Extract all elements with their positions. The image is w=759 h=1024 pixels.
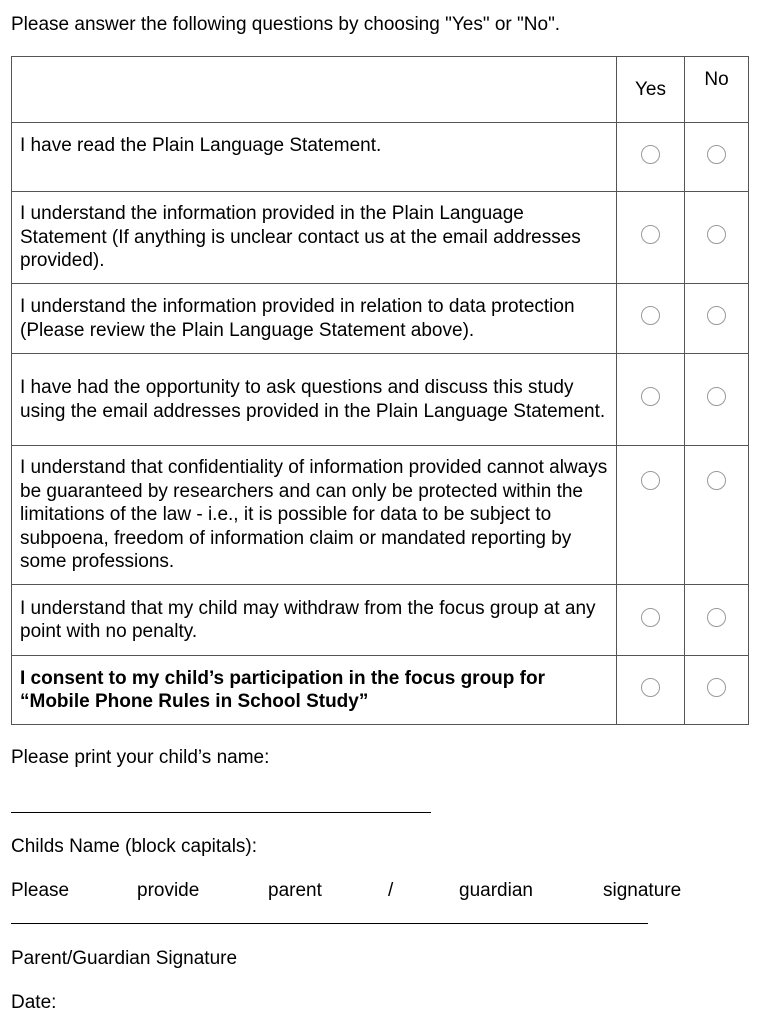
header-blank-cell <box>12 57 617 123</box>
header-yes <box>617 57 685 123</box>
yes-radio[interactable] <box>641 145 660 164</box>
question-text: I understand that my child may withdraw from the focus group at any point with no penalty. <box>12 585 617 656</box>
yes-radio[interactable] <box>641 608 660 627</box>
no-cell <box>685 192 749 284</box>
no-radio[interactable] <box>707 145 726 164</box>
yes-cell <box>617 446 685 585</box>
no-cell <box>685 123 749 192</box>
no-cell <box>685 354 749 446</box>
signature-prompt-word: parent <box>268 880 322 901</box>
question-text: I understand the information provided in relation to data protection (Please review the Plain Language Statement above). <box>12 284 617 354</box>
yes-radio[interactable] <box>641 306 660 325</box>
question-text: I understand the information provided in the Plain Language Statement (If anything is unclear contact us at the email addresses provided). <box>12 192 617 284</box>
date-label: Date: <box>11 992 57 1013</box>
yes-radio[interactable] <box>641 471 660 490</box>
signature-label: Parent/Guardian Signature <box>11 948 238 969</box>
table-header-row <box>12 57 749 123</box>
yes-radio[interactable] <box>641 387 660 406</box>
yes-radio[interactable] <box>641 678 660 697</box>
yes-cell <box>617 585 685 656</box>
table-row <box>12 284 749 354</box>
no-cell <box>685 446 749 585</box>
signature-prompt-word: Please <box>11 880 70 901</box>
yes-cell <box>617 123 685 192</box>
no-radio[interactable] <box>707 225 726 244</box>
yes-column-label: Yes <box>635 79 666 100</box>
signature-prompt-word: provide <box>137 880 200 901</box>
no-radio[interactable] <box>707 387 726 406</box>
table-row <box>12 123 749 192</box>
consent-table <box>11 56 749 725</box>
instructions-text: Please answer the following questions by choosing "Yes" or "No". <box>11 14 561 35</box>
question-text: I have read the Plain Language Statement. <box>12 123 617 192</box>
yes-radio[interactable] <box>641 225 660 244</box>
signature-prompt-word: / <box>388 880 394 901</box>
table-row <box>12 354 749 446</box>
table-row <box>12 585 749 656</box>
yes-cell <box>617 192 685 284</box>
header-no <box>685 57 749 123</box>
table-row <box>12 656 749 725</box>
yes-cell <box>617 284 685 354</box>
table-row <box>12 446 749 585</box>
child-name-label: Childs Name (block capitals): <box>11 836 258 857</box>
signature-prompt-word: signature <box>603 880 682 901</box>
no-cell <box>685 656 749 725</box>
yes-cell <box>617 354 685 446</box>
signature-prompt-word: guardian <box>459 880 533 901</box>
question-text: I understand that confidentiality of information provided cannot always be guaranteed by researchers and can only be protected within the limitations of the law - i.e., it is possible for data to be subject to subpoena, freedom of information claim or mandated reporting by some professions. <box>12 446 617 585</box>
table-row <box>12 192 749 284</box>
no-radio[interactable] <box>707 608 726 627</box>
no-radio[interactable] <box>707 471 726 490</box>
consent-statement: I consent to my child’s participation in the focus group for “Mobile Phone Rules in School Study” <box>12 656 617 725</box>
child-name-line[interactable] <box>11 812 431 813</box>
no-column-label: No <box>704 69 729 90</box>
no-cell <box>685 284 749 354</box>
no-cell <box>685 585 749 656</box>
no-radio[interactable] <box>707 678 726 697</box>
child-name-prompt: Please print your child’s name: <box>11 747 270 768</box>
yes-cell <box>617 656 685 725</box>
signature-line[interactable] <box>11 923 648 924</box>
question-text: I have had the opportunity to ask questions and discuss this study using the email addresses provided in the Plain Language Statement. <box>12 354 617 446</box>
no-radio[interactable] <box>707 306 726 325</box>
